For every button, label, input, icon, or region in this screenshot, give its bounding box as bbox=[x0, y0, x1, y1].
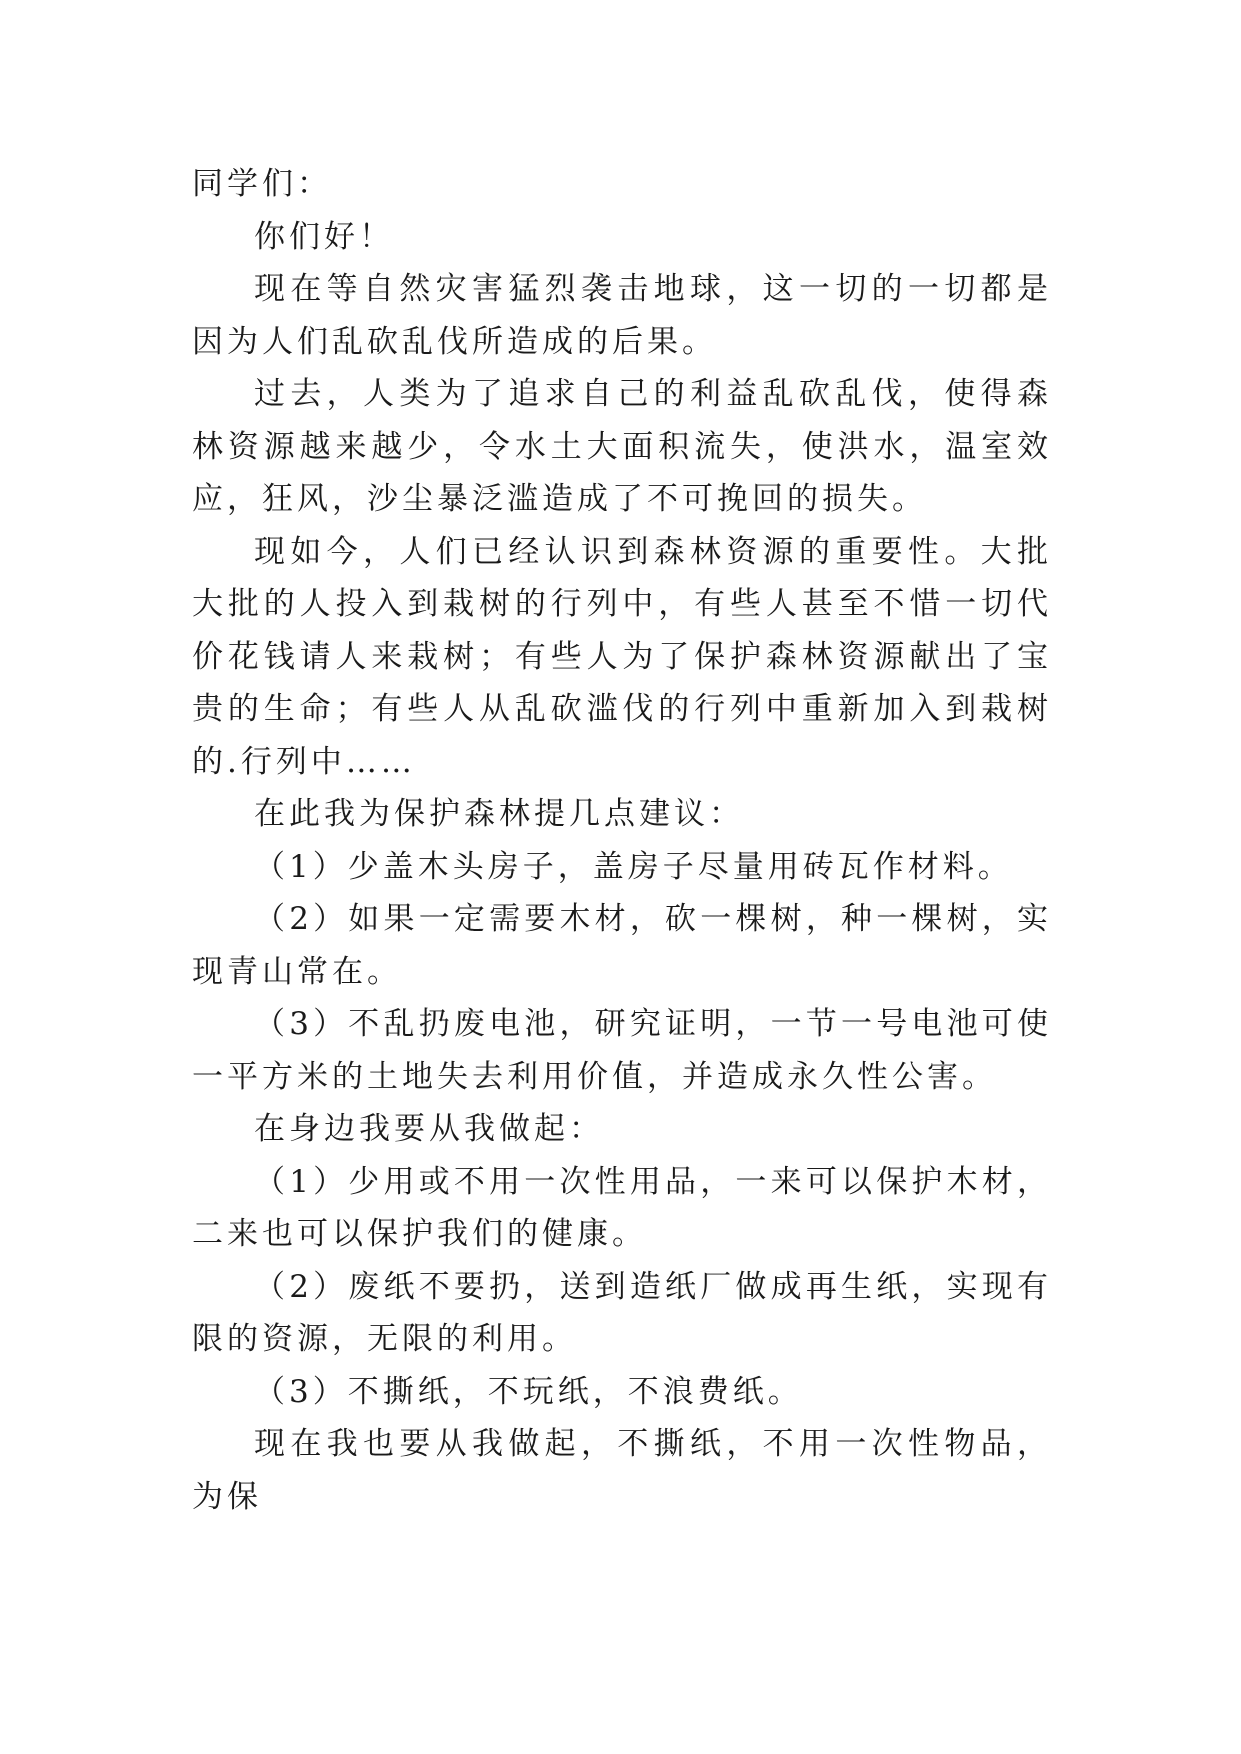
personal-actions-heading: 在身边我要从我做起： bbox=[254, 1111, 604, 1147]
suggestions-heading: 在此我为保护森林提几点建议： bbox=[254, 796, 744, 832]
suggestion-item-2: （2）如果一定需要木材，砍一棵树，种一棵树，实现青山常在。 bbox=[192, 901, 1052, 990]
paragraph-past: 过去，人类为了追求自己的利益乱砍乱伐，使得森林资源越来越少，令水土大面积流失，使洪水，温室效应，狂风，沙尘暴泛滥造成了不可挽回的损失。 bbox=[192, 376, 1052, 517]
paragraph-disasters: 现在等自然灾害猛烈袭击地球，这一切的一切都是因为人们乱砍乱伐所造成的后果。 bbox=[192, 271, 1052, 360]
suggestion-item-3: （3）不乱扔废电池，研究证明，一节一号电池可使一平方米的土地失去利用价值，并造成永久性公害。 bbox=[192, 1006, 1052, 1095]
paragraph-present: 现如今，人们已经认识到森林资源的重要性。大批大批的人投入到栽树的行列中，有些人甚至不惜一切代价花钱请人来栽树；有些人为了保护森林资源献出了宝贵的生命；有些人从乱砍滥伐的行列中重新加入到栽树的.行列中…… bbox=[192, 533, 1052, 780]
suggestion-item-1: （1）少盖木头房子，盖房子尽量用砖瓦作材料。 bbox=[254, 848, 1013, 885]
salutation: 同学们： bbox=[192, 166, 332, 202]
document-body bbox=[192, 158, 1052, 1523]
personal-action-item-3: （3）不撕纸，不玩纸，不浪费纸。 bbox=[254, 1373, 803, 1410]
closing-paragraph: 现在我也要从我做起，不撕纸，不用一次性物品，为保 bbox=[192, 1426, 1052, 1515]
personal-action-item-2: （2）废纸不要扔，送到造纸厂做成再生纸，实现有限的资源，无限的利用。 bbox=[192, 1268, 1052, 1357]
personal-action-item-1: （1）少用或不用一次性用品，一来可以保护木材，二来也可以保护我们的健康。 bbox=[192, 1163, 1052, 1252]
greeting-paragraph: 你们好！ bbox=[254, 218, 394, 255]
